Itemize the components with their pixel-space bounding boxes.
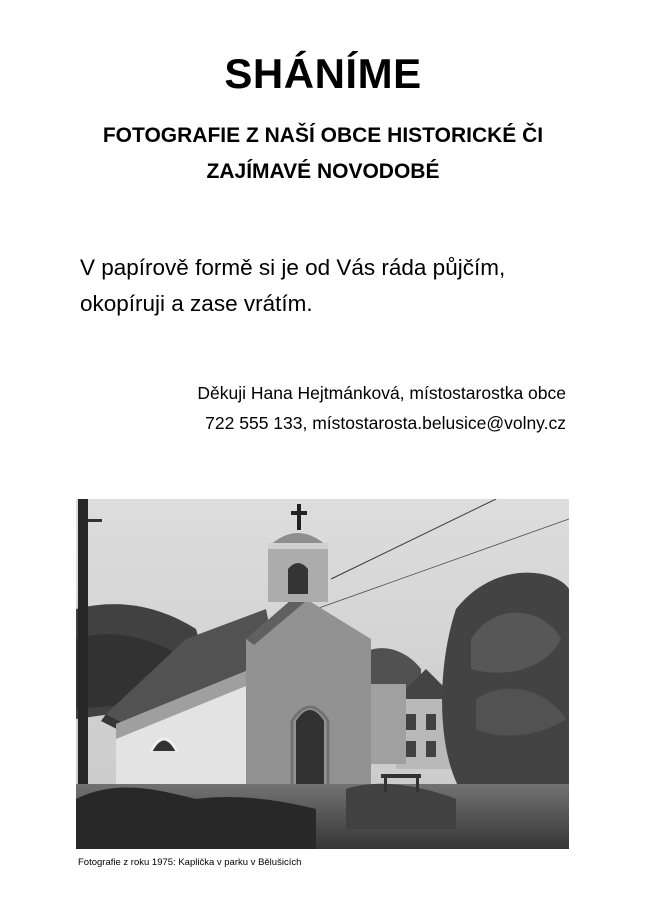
contact-block — [86, 378, 566, 438]
request-text — [80, 250, 600, 322]
subtitle-line-2: ZAJÍMAVÉ NOVODOBÉ — [206, 160, 440, 183]
subtitle-line-1: FOTOGRAFIE Z NAŠÍ OBCE HISTORICKÉ ČI — [102, 124, 544, 147]
contact-name-line: Děkuji Hana Hejtmánková, místostarostka obce — [197, 383, 566, 403]
request-line-2: okopíruji a zase vrátím. — [80, 291, 313, 316]
photo-caption: Fotografie z roku 1975: Kaplička v parku v Bělušicích — [78, 857, 302, 868]
request-line-1: V papírově formě si je od Vás ráda půjčím, — [80, 255, 506, 280]
chapel-photo — [76, 499, 569, 849]
chapel-photo-illustration — [76, 499, 569, 849]
contact-phone-email-line: 722 555 133, místostarosta.belusice@volny.cz — [205, 413, 566, 433]
poster-title: SHÁNÍME — [224, 50, 422, 97]
poster-subtitle — [40, 118, 606, 190]
